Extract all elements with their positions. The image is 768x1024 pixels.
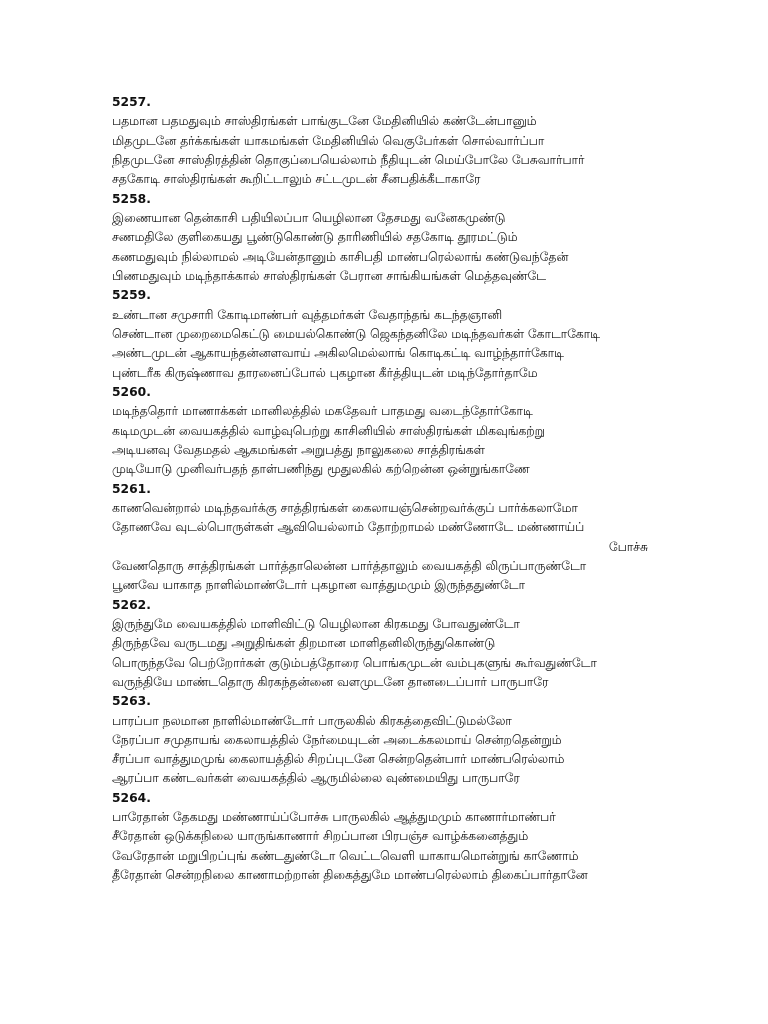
verse-number: 5258. — [112, 191, 151, 206]
verse-line: பூணவே யாகாத நாளில்மாண்டோர் புகழான வாத்துமமும் இருந்ததுண்டோ — [112, 578, 525, 593]
verse-line: பொருந்தவே பெற்றோர்கள் குடும்பத்தோரை பொங்கமுடன் வம்புகளுங் கூர்வதுண்டோ — [112, 655, 597, 670]
verse-line: தீரேதான் சென்றநிலை காணாமற்றான் திகைத்துமே மாண்பரெல்லாம் திகைப்பார்தானே — [112, 868, 588, 883]
verse-line: உண்டான சமுசாரி கோடிமாண்பர் வுத்தமர்கள் வேதாந்தங் கடந்தஞானி — [112, 307, 502, 322]
verse-line: வருந்தியே மாண்டதொரு கிரகந்தன்னை வளமுடனே தானடைப்பார் பாருபாரே — [112, 674, 549, 689]
verse-line: அண்டமுடன் ஆகாயந்தன்னளவாய் அகிலமெல்லாங் கொடிகட்டி வாழ்ந்தார்கோடி — [112, 346, 564, 361]
verse-line: சீரேதான் ஒடுக்கநிலை யாருங்காணார் சிறப்பான பிரபஞ்ச வாழ்க்கனைத்தும் — [112, 829, 529, 844]
verse-number: 5259. — [112, 288, 151, 303]
verse-line: இருந்துமே வையகத்தில் மாளிவிட்டு யெழிலான கிரகமது போவதுண்டோ — [112, 616, 520, 631]
verse-line: பிணமதுவும் மடிந்தாக்கால் சாஸ்திரங்கள் பேரான சாங்கியங்கள் மெத்தவுண்டே — [112, 268, 546, 283]
verse-line: மடிந்ததொர் மாணாக்கள் மானிலத்தில் மகதேவர் பாதமது வடைந்தோர்கோடி — [112, 404, 533, 419]
verse-number: 5262. — [112, 597, 151, 612]
verse-line: கடிமமுடன் வையகத்தில் வாழ்வுபெற்று காசினியில் சாஸ்திரங்கள் மிகவுங்கற்று — [112, 423, 545, 438]
verse-line: அடியனவு வேதமதல் ஆகமங்கள் அறுபத்து நாலுகலை சாத்திரங்கள் — [112, 442, 485, 457]
verse-line: முடியோடு முனிவர்பதந் தாள்பணிந்து மூதுலகில் கற்றென்ன ஒன்றுங்காணே — [112, 462, 530, 477]
verse-number: 5263. — [112, 694, 151, 709]
verse-line: இணையான தென்காசி பதியிலப்பா யெழிலான தேசமது வனேகமுண்டு — [112, 210, 506, 225]
verse-line: காணவென்றால் மடிந்தவர்க்கு சாத்திரங்கள் கைலாயஞ்சென்றவர்க்குப் பார்க்கலாமோ — [112, 500, 578, 515]
verse-line: ஆரப்பா கண்டவர்கள் வையகத்தில் ஆருமில்லை வுண்மையிது பாருபாரே — [112, 771, 520, 786]
verse-line: திருந்தவே வருடமது அறுதிங்கள் திறமான மாளிதனிலிருந்துகொண்டு — [112, 636, 496, 651]
verse-line: வேணதொரு சாத்திரங்கள் பார்த்தாலென்ன பார்த்தாலும் வையகத்தி லிருப்பாருண்டோ — [112, 558, 587, 573]
verse-number: 5264. — [112, 790, 151, 805]
verse-line: பாரேதான் தேகமது மண்ணாய்ப்போச்சு பாருலகில் ஆத்துமமும் காணார்மாண்பர் — [112, 810, 556, 825]
verse-number: 5257. — [112, 95, 151, 109]
verse-line: பாரப்பா நலமான நாளில்மாண்டோர் பாருலகில் கிரகத்தைவிட்டுமல்லோ — [112, 713, 512, 728]
verse-line: செண்டான முறைமைகெட்டு மையல்கொண்டு ஜெகந்தனிலே மடிந்தவர்கள் கோடாகோடி — [112, 326, 600, 341]
verse-line-continuation: போச்சு — [608, 539, 648, 554]
verse-line: நிதமுடனே சாஸ்திரத்தின் தொகுப்பையெல்லாம் நீதியுடன் மெய்போலே பேசுவார்பார் — [112, 152, 585, 167]
verse-number: 5260. — [112, 384, 151, 399]
verse-line: சீரப்பா வாத்துமமுங் கைலாயத்தில் சிறப்புடனே சென்றதென்பார் மாண்பரெல்லாம் — [112, 752, 565, 767]
verse-line: சதகோடி சாஸ்திரங்கள் கூறிட்டாலும் சட்டமுடன் சீனபதிக்கீடாகாரே — [112, 172, 481, 187]
verse-line: தோணவே வுடல்பொருள்கள் ஆவியெல்லாம் தோற்றாமல் மண்ணோடே மண்ணாய்ப் — [112, 520, 585, 535]
verse-line: வேரேதான் மறுபிறப்புங் கண்டதுண்டோ வெட்டவெளி யாகாயமொன்றுங் காணோம் — [112, 848, 579, 863]
document-body — [112, 93, 648, 885]
verse-line: நேரப்பா சமுதாயங் கைலாயத்தில் நேர்மையுடன் அடைக்கலமாய் சென்றதென்றும் — [112, 732, 562, 747]
verse-number: 5261. — [112, 481, 151, 496]
verse-line: மிதமுடனே தர்க்கங்கள் யாகமங்கள் மேதினியில் வெகுபேர்கள் சொல்வார்ப்பா — [112, 133, 545, 148]
verse-line: பதமான பதமதுவும் சாஸ்திரங்கள் பாங்குடனே மேதினியில் கண்டேன்பானும் — [112, 114, 537, 129]
verse-line: சணமதிலே குளிகையது பூண்டுகொண்டு தாரிணியில் சதகோடி தூரமட்டும் — [112, 230, 518, 245]
verse-line: கணமதுவும் நில்லாமல் அடியேன்தானும் காசிபதி மாண்பரெல்லாங் கண்டுவந்தேன் — [112, 249, 569, 264]
verse-line: புண்டரீக கிருஷ்ணாவ தாரனைப்போல் புகழான கீர்த்தியுடன் மடிந்தோர்தாமே — [112, 365, 538, 380]
